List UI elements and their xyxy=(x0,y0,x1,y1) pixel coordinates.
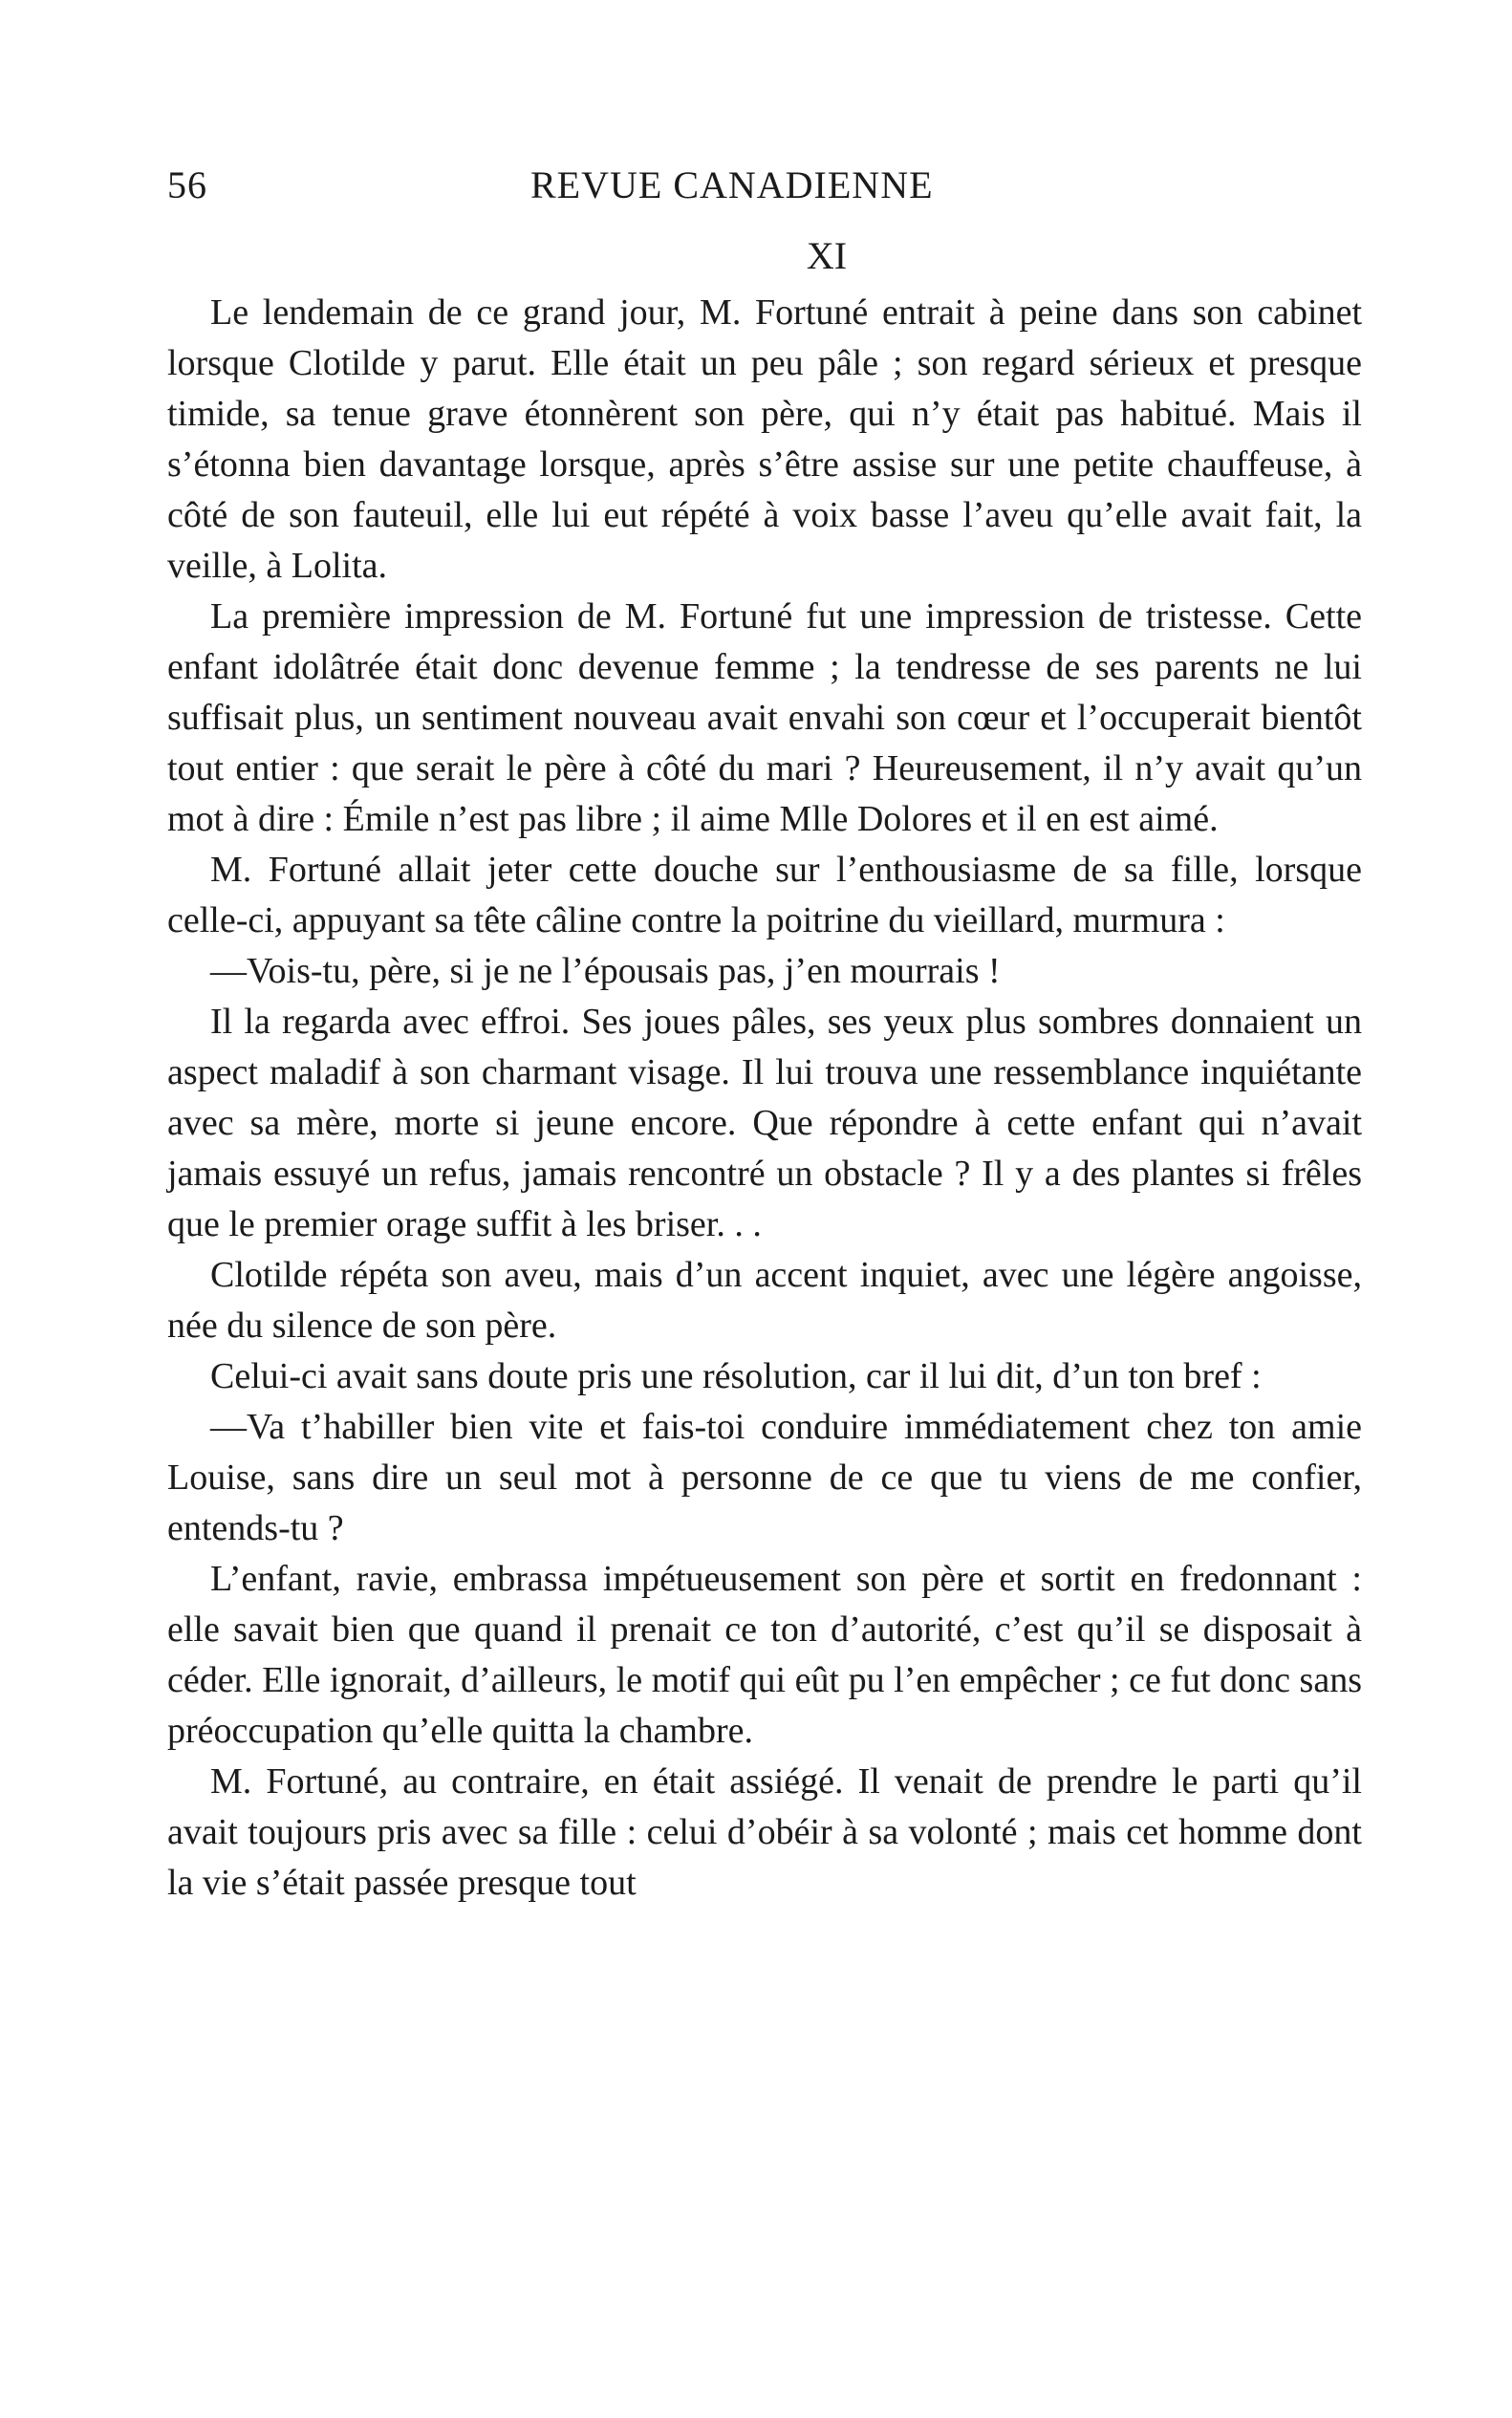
paragraph: La première impression de M. Fortuné fut une impression de tristesse. Cette enfant idolâtrée était donc devenue femme ; la tendresse de ses parents ne lui suffisait plus, un sentiment nouveau avait envahi son cœur et l’occuperait bientôt tout entier : que serait le père à côté du mari ? Heureusement, il n’y avait qu’un mot à dire : Émile n’est pas libre ; il aime Mlle Dolores et il en est aimé. xyxy=(167,596,1362,839)
paragraph: Clotilde répéta son aveu, mais d’un accent inquiet, avec une légère angoisse, née du silence de son père. xyxy=(167,1255,1362,1346)
body-text xyxy=(167,288,1362,1909)
paragraph: Il la regarda avec effroi. Ses joues pâles, ses yeux plus sombres donnaient un aspect maladif à son charmant visage. Il lui trouva une ressemblance inquiétante avec sa mère, morte si jeune encore. Que répondre à cette enfant qui n’avait jamais essuyé un refus, jamais rencontré un obstacle ? Il y a des plantes si frêles que le premier orage suffit à les briser. . . xyxy=(167,1002,1362,1244)
page-number: 56 xyxy=(167,163,207,206)
paragraph: M. Fortuné, au contraire, en était assiégé. Il venait de prendre le parti qu’il avait toujours pris avec sa fille : celui d’obéir à sa volonté ; mais cet homme dont la vie s’était passée presque tout xyxy=(167,1761,1362,1903)
paragraph: M. Fortuné allait jeter cette douche sur l’enthousiasme de sa fille, lorsque celle-ci, appuyant sa tête câline contre la poitrine du vieillard, murmura : xyxy=(167,850,1362,940)
paragraph: Celui-ci avait sans doute pris une résolution, car il lui dit, d’un ton bref : xyxy=(210,1356,1262,1396)
journal-title: REVUE CANADIENNE xyxy=(530,163,934,206)
paragraph: L’enfant, ravie, embrassa impétueusement son père et sortit en fredonnant : elle savait bien que quand il prenait ce ton d’autorité, c’est qu’il se disposait à céder. Elle ignorait, d’ailleurs, le motif qui eût pu l’en empêcher ; ce fut donc sans préoccupation qu’elle quitta la chambre. xyxy=(167,1559,1362,1751)
paragraph: Le lendemain de ce grand jour, M. Fortuné entrait à peine dans son cabinet lorsque Clotilde y parut. Elle était un peu pâle ; son regard sérieux et presque timide, sa tenue grave étonnèrent son père, qui n’y était pas habitué. Mais il s’étonna bien davantage lorsque, après s’être assise sur une petite chauffeuse, à côté de son fauteuil, elle lui eut répété à voix basse l’aveu qu’elle avait fait, la veille, à Lolita. xyxy=(167,292,1362,586)
dialogue-line: —Va t’habiller bien vite et fais-toi conduire immédiatement chez ton amie Louise, sans dire un seul mot à personne de ce que tu viens de me confier, entends-tu ? xyxy=(167,1407,1362,1548)
page xyxy=(167,162,1362,1909)
dialogue-line: —Vois-tu, père, si je ne l’épousais pas, j’en mourrais ! xyxy=(210,951,1001,991)
running-head xyxy=(167,162,1362,220)
chapter-heading: XI xyxy=(806,234,848,277)
